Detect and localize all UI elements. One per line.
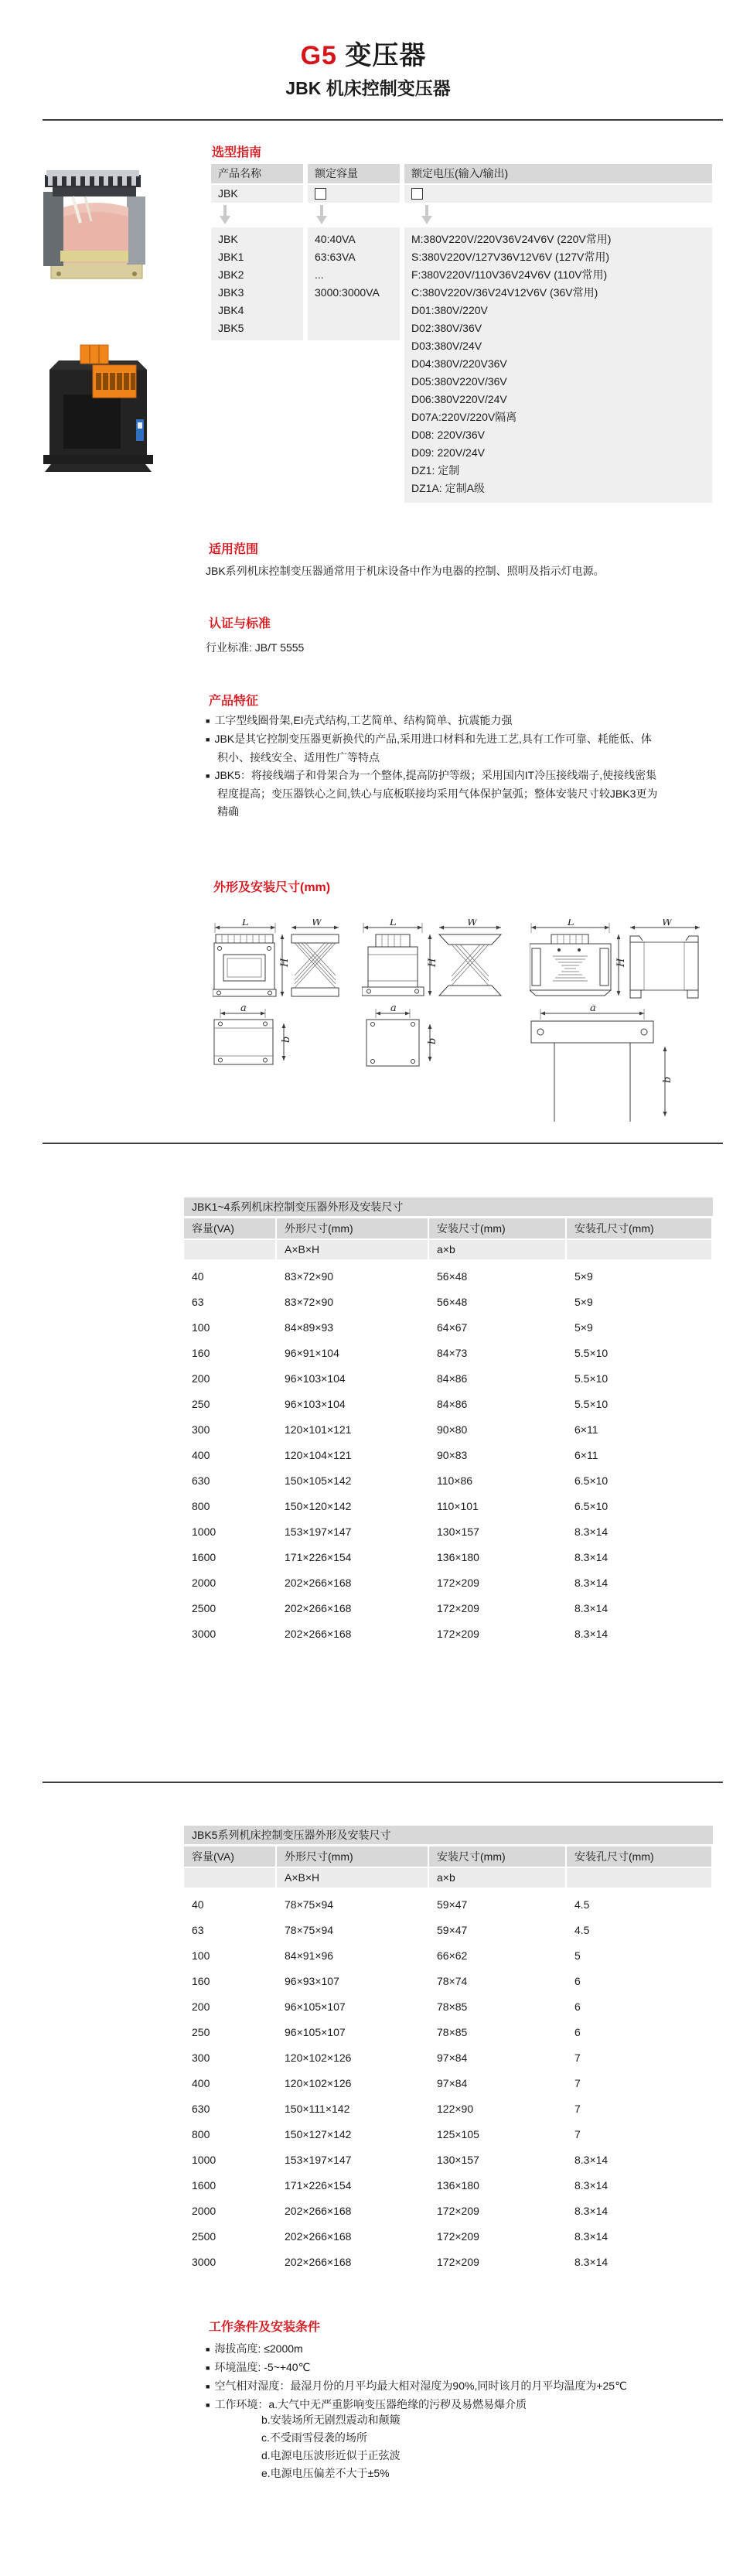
table-cell: 59×47 — [437, 1924, 468, 1936]
table-subheader-row — [184, 1240, 713, 1259]
table-cell: 96×93×107 — [285, 1975, 339, 1987]
subheader-ab: a×b — [429, 1240, 565, 1259]
table-cell: 40 — [192, 1270, 204, 1283]
table-cell: 6 — [574, 1975, 581, 1987]
table-cell: 96×105×107 — [285, 2026, 346, 2038]
table-cell: 110×101 — [437, 1500, 479, 1512]
table-cell: 2500 — [192, 1602, 216, 1614]
selection-heading: 选型指南 — [212, 146, 262, 159]
subheader-ab: a×b — [429, 1868, 565, 1888]
table-row — [184, 2045, 713, 2071]
table-cell: 7 — [574, 2052, 581, 2064]
table-cell: 153×197×147 — [285, 1525, 352, 1538]
feature-item: ■ JBK是其它控制变压器更新换代的产品,采用进口材料和先进工艺,具有工作可靠、耗能低、体积小、接线安全、适用性广等特点 — [206, 730, 658, 767]
subheader-blank — [567, 1240, 711, 1259]
table-cell: 83×72×90 — [285, 1270, 334, 1283]
table-cell: 4.5 — [574, 1924, 590, 1936]
selection-base-model: JBK — [211, 185, 303, 203]
table-title: JBK5系列机床控制变压器外形及安装尺寸 — [184, 1826, 713, 1844]
voltage-checkbox-cell — [404, 185, 712, 203]
table-cell: 84×89×93 — [285, 1321, 334, 1334]
table-cell: 120×102×126 — [285, 2077, 352, 2089]
header-hole-size: 安装孔尺寸(mm) — [567, 1218, 711, 1238]
table-row — [184, 2173, 713, 2198]
table-cell: 83×72×90 — [285, 1296, 334, 1308]
dim-label-H: H — [279, 958, 291, 967]
table-row — [184, 1341, 713, 1366]
dimension-drawing-jbk3 — [362, 919, 503, 1136]
table-body — [184, 1264, 713, 1647]
dim-label-W: W — [467, 919, 478, 928]
table-cell: 56×48 — [437, 1270, 468, 1283]
table-cell: 110×86 — [437, 1474, 473, 1487]
table-cell: 6×11 — [574, 1449, 598, 1461]
page-subtitle: JBK 机床控制变压器 — [285, 78, 451, 98]
header-capacity: 容量(VA) — [184, 1218, 275, 1238]
voltage-option: D07A:220V/220V隔离 — [411, 411, 517, 423]
subheader-abh: A×B×H — [277, 1240, 428, 1259]
table-cell: 630 — [192, 1474, 210, 1487]
down-arrow-icon — [420, 205, 434, 225]
table-cell: 8.3×14 — [574, 1525, 609, 1538]
feature-item: ■ 工字型线圈骨架,EI壳式结构,工艺简单、结构简单、抗震能力强 — [206, 712, 658, 730]
table-cell: 8.3×14 — [574, 2230, 609, 2243]
table-cell: 150×111×142 — [285, 2103, 350, 2115]
table-cell: 250 — [192, 1398, 210, 1410]
table-cell: 630 — [192, 2103, 210, 2115]
dim-label-W: W — [662, 919, 673, 928]
table-cell: 6 — [574, 2000, 581, 2013]
table-row — [184, 1392, 713, 1417]
table-cell: 5.5×10 — [574, 1347, 609, 1359]
condition-subitem: c.不受雨雪侵袭的场所 — [261, 2431, 367, 2444]
table-cell: 130×157 — [437, 2154, 479, 2166]
selection-col-product: 产品名称 — [211, 164, 303, 183]
table-cell: 8.3×14 — [574, 2154, 609, 2166]
table-body — [184, 1892, 713, 2275]
jbk1-4-dimension-table — [184, 1197, 713, 1647]
table-cell: 2000 — [192, 2205, 216, 2217]
table-cell: 84×73 — [437, 1347, 468, 1359]
conditions-heading: 工作条件及安装条件 — [209, 2321, 321, 2334]
table-row — [184, 1596, 713, 1621]
voltage-option: D09: 220V/24V — [411, 446, 485, 459]
dim-label-b: b — [281, 1036, 292, 1043]
table-cell: 202×266×168 — [285, 1602, 352, 1614]
dim-label-a: a — [590, 1003, 596, 1014]
table-row — [184, 1494, 713, 1519]
table-cell: 8.3×14 — [574, 2205, 609, 2217]
table-cell: 84×86 — [437, 1398, 468, 1410]
table-row — [184, 1969, 713, 1994]
voltage-option: D04:380V/220V36V — [411, 357, 507, 370]
table-row — [184, 1315, 713, 1341]
table-cell: 40 — [192, 1898, 204, 1911]
dim-label-L: L — [242, 919, 249, 928]
condition-item: ■ 环境温度: -5~+40℃ — [206, 2359, 739, 2377]
table-cell: 800 — [192, 2128, 210, 2140]
voltage-option: D08: 220V/36V — [411, 429, 485, 441]
table-cell: 78×75×94 — [285, 1924, 334, 1936]
header-capacity: 容量(VA) — [184, 1847, 275, 1867]
voltage-option: D01:380V/220V — [411, 304, 488, 316]
table-cell: 78×85 — [437, 2000, 468, 2013]
table-cell: 171×226×154 — [285, 1551, 352, 1563]
table-cell: 136×180 — [437, 1551, 479, 1563]
table-row — [184, 1621, 713, 1647]
table-cell: 172×209 — [437, 2230, 479, 2243]
subheader-abh: A×B×H — [277, 1868, 428, 1888]
table-cell: 202×266×168 — [285, 1628, 352, 1640]
capacity-option: 40:40VA — [315, 233, 356, 245]
product-photo-open-frame — [37, 161, 153, 287]
table-row — [184, 2147, 713, 2173]
table-cell: 7 — [574, 2128, 581, 2140]
table-cell: 6×11 — [574, 1423, 598, 1436]
table-row — [184, 1468, 713, 1494]
dim-label-H: H — [615, 958, 627, 967]
table-cell: 90×83 — [437, 1449, 468, 1461]
table-cell: 2000 — [192, 1577, 216, 1589]
table-cell: 172×209 — [437, 1628, 479, 1640]
table-cell: 202×266×168 — [285, 2230, 352, 2243]
product-option: JBK1 — [218, 251, 244, 263]
table-cell: 56×48 — [437, 1296, 468, 1308]
table-cell: 172×209 — [437, 1577, 479, 1589]
table-row — [184, 1519, 713, 1545]
table-cell: 90×80 — [437, 1423, 468, 1436]
table-cell: 78×85 — [437, 2026, 468, 2038]
down-arrow-icon — [315, 205, 329, 225]
table-cell: 400 — [192, 1449, 210, 1461]
table-cell: 172×209 — [437, 2205, 479, 2217]
table-cell: 4.5 — [574, 1898, 590, 1911]
table-cell: 96×91×104 — [285, 1347, 339, 1359]
table-cell: 5×9 — [574, 1321, 593, 1334]
voltage-option: D06:380V220V/24V — [411, 393, 507, 405]
table-cell: 8.3×14 — [574, 1577, 609, 1589]
table-cell: 63 — [192, 1924, 204, 1936]
table-cell: 120×101×121 — [285, 1423, 352, 1436]
subheader-blank — [184, 1868, 275, 1888]
voltage-option: C:380V220V/36V24V12V6V (36V常用) — [411, 286, 598, 299]
condition-subitem: d.电源电压波形近似于正弦波 — [261, 2449, 401, 2462]
capacity-options-list — [308, 227, 400, 340]
product-option: JBK4 — [218, 304, 244, 316]
table-cell: 78×75×94 — [285, 1898, 334, 1911]
dim-label-a: a — [390, 1003, 397, 1014]
table-row — [184, 1943, 713, 1969]
table-cell: 3000 — [192, 1628, 216, 1640]
table-cell: 130×157 — [437, 1525, 479, 1538]
table-cell: 97×84 — [437, 2077, 468, 2089]
voltage-option: F:380V220V/110V36V24V6V (110V常用) — [411, 268, 608, 281]
table-cell: 59×47 — [437, 1898, 468, 1911]
table-cell: 120×104×121 — [285, 1449, 352, 1461]
capacity-option: 63:63VA — [315, 251, 356, 263]
product-options-list — [211, 227, 303, 340]
header-outline-size: 外形尺寸(mm) — [277, 1218, 428, 1238]
table-cell: 8.3×14 — [574, 1628, 609, 1640]
table-cell: 5×9 — [574, 1296, 593, 1308]
table-row — [184, 1443, 713, 1468]
table-cell: 800 — [192, 1500, 210, 1512]
dim-label-L: L — [390, 919, 397, 928]
conditions-sublist — [261, 2411, 725, 2482]
table-cell: 171×226×154 — [285, 2179, 352, 2192]
table-cell: 8.3×14 — [574, 1602, 609, 1614]
table-cell: 66×62 — [437, 1949, 468, 1962]
table-row — [184, 1570, 713, 1596]
table-cell: 3000 — [192, 2256, 216, 2268]
table-cell: 78×74 — [437, 1975, 468, 1987]
table-cell: 84×86 — [437, 1372, 468, 1385]
table-cell: 150×105×142 — [285, 1474, 352, 1487]
capacity-checkbox[interactable] — [315, 188, 326, 200]
conditions-list — [206, 2340, 739, 2414]
divider-middle — [43, 1143, 723, 1144]
table-row — [184, 1290, 713, 1315]
capacity-checkbox-cell — [308, 185, 400, 203]
table-row — [184, 2071, 713, 2096]
table-row — [184, 1545, 713, 1570]
dim-label-b: b — [427, 1037, 438, 1044]
voltage-checkbox[interactable] — [411, 188, 423, 200]
table-row — [184, 2020, 713, 2045]
product-option: JBK — [218, 233, 238, 245]
divider-lower — [43, 1782, 723, 1783]
table-cell: 136×180 — [437, 2179, 479, 2192]
page-title-text: 变压器 — [336, 41, 427, 70]
condition-subitem: b.安装场所无剧烈震动和颠簸 — [261, 2414, 401, 2426]
dim-label-a: a — [240, 1003, 247, 1014]
table-row — [184, 2096, 713, 2122]
subheader-blank — [567, 1868, 711, 1888]
table-row — [184, 2122, 713, 2147]
product-option: JBK2 — [218, 268, 244, 281]
table-cell: 160 — [192, 1975, 210, 1987]
jbk5-dimension-table — [184, 1826, 713, 2275]
table-row — [184, 2224, 713, 2250]
header-mounting-size: 安装尺寸(mm) — [429, 1218, 565, 1238]
table-row — [184, 1417, 713, 1443]
voltage-option: M:380V220V/220V36V24V6V (220V常用) — [411, 233, 612, 245]
voltage-option: D02:380V/36V — [411, 322, 482, 334]
table-cell: 97×84 — [437, 2052, 468, 2064]
down-arrow-icon — [218, 205, 232, 225]
table-cell: 5.5×10 — [574, 1372, 609, 1385]
table-cell: 96×105×107 — [285, 2000, 346, 2013]
table-cell: 122×90 — [437, 2103, 474, 2115]
selection-col-voltage: 额定电压(输入/输出) — [404, 164, 712, 183]
dimensions-heading: 外形及安装尺寸(mm) — [213, 881, 331, 894]
table-cell: 2500 — [192, 2230, 216, 2243]
table-cell: 150×120×142 — [285, 1500, 352, 1512]
header-hole-size: 安装孔尺寸(mm) — [567, 1847, 711, 1867]
voltage-option: D03:380V/24V — [411, 340, 482, 352]
selection-col-capacity: 额定容量 — [308, 164, 400, 183]
features-list — [206, 712, 658, 821]
table-cell: 7 — [574, 2077, 581, 2089]
table-cell: 7 — [574, 2103, 581, 2115]
table-cell: 160 — [192, 1347, 210, 1359]
table-cell: 172×209 — [437, 1602, 479, 1614]
table-cell: 120×102×126 — [285, 2052, 352, 2064]
table-cell: 153×197×147 — [285, 2154, 352, 2166]
certification-heading: 认证与标准 — [209, 617, 271, 630]
voltage-option: D05:380V220V/36V — [411, 375, 507, 388]
table-cell: 96×103×104 — [285, 1398, 346, 1410]
table-cell: 200 — [192, 1372, 210, 1385]
voltage-option: S:380V220V/127V36V12V6V (127V常用) — [411, 251, 610, 263]
table-cell: 300 — [192, 1423, 210, 1436]
table-cell: 150×127×142 — [285, 2128, 352, 2140]
product-photo-enclosed — [40, 339, 156, 482]
voltage-options-list — [404, 227, 712, 503]
table-cell: 100 — [192, 1949, 210, 1962]
product-option: JBK5 — [218, 322, 244, 334]
table-cell: 8.3×14 — [574, 2179, 609, 2192]
table-cell: 6 — [574, 2026, 581, 2038]
product-option: JBK3 — [218, 286, 244, 299]
voltage-option: DZ1A: 定制A级 — [411, 482, 485, 494]
table-row — [184, 1264, 713, 1290]
capacity-option: 3000:3000VA — [315, 286, 380, 299]
table-cell: 6.5×10 — [574, 1474, 609, 1487]
condition-item: ■ 工作环境：a.大气中无严重影响变压器绝缘的污秽及易燃易爆介质 — [206, 2396, 739, 2414]
table-cell: 400 — [192, 2077, 210, 2089]
table-cell: 1600 — [192, 2179, 216, 2192]
certification-text: 行业标准: JB/T 5555 — [206, 641, 305, 654]
application-heading: 适用范围 — [209, 543, 259, 556]
table-cell: 200 — [192, 2000, 210, 2013]
table-cell: 5.5×10 — [574, 1398, 609, 1410]
capacity-option: ... — [315, 268, 324, 281]
table-cell: 1600 — [192, 1551, 216, 1563]
dim-label-L: L — [568, 919, 574, 928]
dimension-drawing-jbk5 — [530, 919, 704, 1143]
application-text: JBK系列机床控制变压器通常用于机床设备中作为电器的控制、照明及指示灯电源。 — [206, 565, 605, 577]
divider-top — [43, 119, 723, 121]
dim-label-b: b — [662, 1076, 673, 1083]
table-row — [184, 2250, 713, 2275]
table-cell: 1000 — [192, 1525, 216, 1538]
table-cell: 84×91×96 — [285, 1949, 334, 1962]
table-cell: 100 — [192, 1321, 210, 1334]
table-row — [184, 1366, 713, 1392]
table-cell: 125×105 — [437, 2128, 479, 2140]
dimension-drawing-jbk1 — [213, 919, 340, 1136]
table-cell: 5 — [574, 1949, 581, 1962]
table-header-row — [184, 1847, 713, 1867]
table-cell: 63 — [192, 1296, 204, 1308]
table-header-row — [184, 1218, 713, 1238]
table-row — [184, 2198, 713, 2224]
table-title: JBK1~4系列机床控制变压器外形及安装尺寸 — [184, 1197, 713, 1216]
table-cell: 172×209 — [437, 2256, 479, 2268]
table-cell: 8.3×14 — [574, 1551, 609, 1563]
feature-item: ■ JBK5：将接线端子和骨架合为一个整体,提高防护等级；采用国内IT冷压接线端子,使接线密集程度提高；变压器铁心之间,铁心与底板联接均采用气体保护氩弧；整体安装尺寸较JBK3更为精确 — [206, 767, 658, 821]
dim-label-W: W — [312, 919, 322, 928]
voltage-option: DZ1: 定制 — [411, 464, 460, 477]
features-heading: 产品特征 — [209, 695, 259, 708]
table-row — [184, 1994, 713, 2020]
page-title-series: G5 — [300, 41, 337, 70]
table-row — [184, 1918, 713, 1943]
dim-label-H: H — [427, 958, 438, 967]
condition-item: ■ 空气相对湿度：最湿月份的月平均最大相对湿度为90%,同时该月的月平均温度为+25℃ — [206, 2377, 739, 2396]
table-cell: 300 — [192, 2052, 210, 2064]
condition-subitem: e.电源电压偏差不大于±5% — [261, 2467, 390, 2479]
table-cell: 250 — [192, 2026, 210, 2038]
table-cell: 6.5×10 — [574, 1500, 609, 1512]
condition-item: ■ 海拔高度: ≤2000m — [206, 2340, 739, 2359]
subheader-blank — [184, 1240, 275, 1259]
header-mounting-size: 安装尺寸(mm) — [429, 1847, 565, 1867]
table-cell: 202×266×168 — [285, 2256, 352, 2268]
table-cell: 202×266×168 — [285, 2205, 352, 2217]
table-cell: 202×266×168 — [285, 1577, 352, 1589]
table-cell: 96×103×104 — [285, 1372, 346, 1385]
table-subheader-row — [184, 1868, 713, 1888]
page-title — [0, 34, 727, 72]
header-outline-size: 外形尺寸(mm) — [277, 1847, 428, 1867]
table-cell: 5×9 — [574, 1270, 593, 1283]
table-cell: 64×67 — [437, 1321, 468, 1334]
table-cell: 8.3×14 — [574, 2256, 609, 2268]
table-row — [184, 1892, 713, 1918]
table-cell: 1000 — [192, 2154, 216, 2166]
